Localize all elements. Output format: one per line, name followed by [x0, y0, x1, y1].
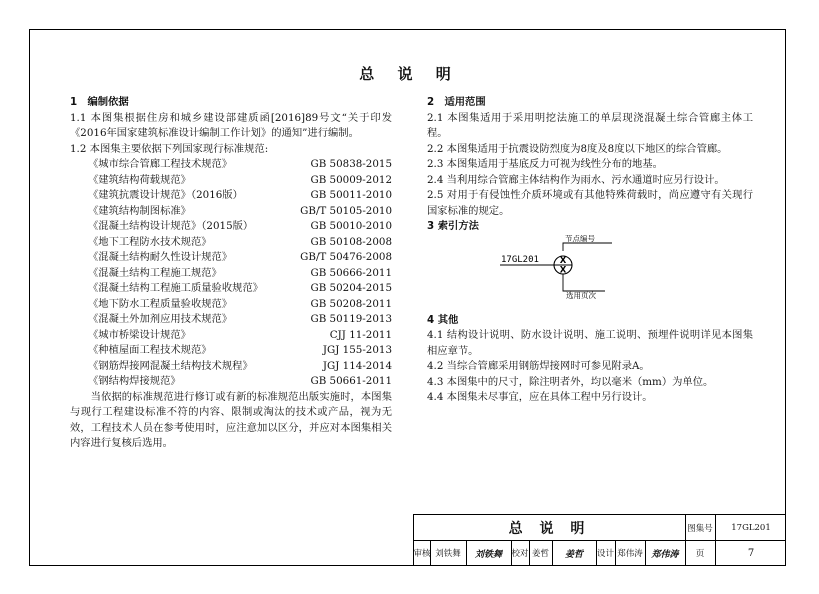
section3-heading: 3 索引方法: [427, 220, 479, 232]
section4-item: 4.1 结构设计说明、防水设计说明、施工说明、预埋件说明详见本图集相应章节。: [427, 329, 753, 357]
label-page: 选用页次: [566, 290, 596, 300]
section1-p1: 1.1 本图集根据住房和城乡建设部建质函[2016]89号文“关于印发《2016年国家建筑标准设计编制工作计划》的通知”进行编制。: [70, 111, 392, 139]
standard-code: GB/T 50105-2010: [300, 204, 392, 217]
standard-code: GB 50661-2011: [310, 375, 392, 387]
section2-item: 2.4 当利用综合管廊主体结构作为雨水、污水通道时应另行设计。: [427, 173, 725, 186]
tb-design-signature: 郑伟涛: [651, 549, 679, 560]
tb-atlas-no: 17GL201: [731, 522, 771, 533]
standard-name: 《种植屋面工程技术规范》: [88, 344, 212, 356]
standard-code: GB/T 50476-2008: [300, 251, 392, 263]
standard-code: GB 50108-2008: [310, 235, 392, 248]
tb-review-signature: 刘铁舞: [474, 549, 502, 560]
standard-row: [70, 343, 392, 359]
section2-list: [427, 111, 753, 220]
leader-node-line: [563, 243, 612, 251]
label-node: 节点编号: [565, 234, 595, 243]
leader-page-line: [563, 274, 605, 291]
section1-p3: 当依据的标准规范进行修订或有新的标准规范出版实施时，本图集与现行工程建设标准不符的内容、限制或淘汰的技术或产品，视为无效，工程技术人员在参考使用时，应注意加以区分，并应对本图集相关内容进行复核后选用。: [70, 390, 392, 449]
page-title: 总 说 明: [359, 65, 460, 83]
standard-row: [70, 266, 392, 282]
standard-name: 《城市综合管廊工程技术规范》: [88, 158, 233, 170]
tb-page-label: 页: [695, 549, 705, 559]
standard-row: [70, 328, 392, 344]
section2-item: 2.5 对用于有侵蚀性介质环境或有其他特殊荷载时，尚应遵守有关现行国家标准的规定。: [427, 189, 753, 217]
tb-atlas-label: 图集号: [687, 523, 713, 534]
standard-name: 《地下防水工程质量验收规范》: [88, 297, 233, 310]
standard-name: 《地下工程防水技术规范》: [88, 235, 212, 248]
standard-code: GB 50119-2013: [310, 313, 392, 325]
mark-top: X: [559, 255, 567, 266]
standard-row: [70, 235, 392, 251]
standard-name: 《混凝土结构设计规范》（2015版）: [88, 220, 254, 232]
tb-design-label: 设计: [596, 549, 614, 559]
standard-row: [70, 297, 392, 313]
tb-check-label: 校对: [511, 549, 529, 559]
index-code: 17GL201: [501, 254, 539, 265]
section2-item: 2.1 本图集适用于采用明挖法施工的单层现浇混凝土综合管廊主体工程。: [427, 111, 753, 139]
index-method-diagram: [427, 235, 753, 313]
section1-p2: 1.2 本图集主要依据下列国家现行标准规范:: [70, 142, 269, 155]
standard-code: GB 50204-2015: [310, 282, 392, 294]
standard-row: [70, 188, 392, 204]
tb-check-signature: 姜哲: [564, 549, 583, 560]
standard-code: GB 50009-2012: [310, 173, 392, 186]
section2-item: 2.2 本图集适用于抗震设防烈度为8度及8度以下地区的综合管廊。: [427, 142, 728, 155]
standard-name: 《混凝土外加剂应用技术规范》: [88, 313, 233, 325]
standard-name: 《混凝土结构工程施工质量验收规范》: [88, 282, 264, 294]
standard-name: 《混凝土结构工程施工规范》: [88, 266, 222, 279]
tb-review-label: 审核: [413, 549, 431, 559]
standard-name: 《钢结构焊接规范》: [88, 375, 181, 387]
mark-bottom: X: [559, 265, 567, 275]
standard-row: [70, 359, 392, 375]
section4-item: 4.3 本图集中的尺寸，除注明者外，均以毫米（mm）为单位。: [427, 375, 714, 388]
tb-review-name: 刘铁舞: [435, 549, 461, 559]
standard-row: [70, 281, 392, 297]
section4-item: 4.2 当综合管廊采用钢筋焊接网时可参见附录A。: [427, 360, 650, 372]
standard-row: [70, 173, 392, 189]
section2-heading: 2 适用范围: [427, 96, 486, 108]
standard-row: [70, 250, 392, 266]
standard-code: JGJ 114-2014: [322, 359, 392, 372]
standard-row: [70, 312, 392, 328]
standard-code: GB 50666-2011: [310, 266, 392, 279]
section4-heading: 4 其他: [427, 313, 459, 326]
standard-row: [70, 204, 392, 220]
index-symbol: [427, 235, 753, 313]
standard-name: 《钢筋焊接网混凝土结构技术规程》: [88, 359, 253, 372]
standards-list: [70, 157, 392, 390]
standard-code: JGJ 155-2013: [322, 344, 392, 356]
standard-row: [70, 219, 392, 235]
section4-item: 4.4 本图集未尽事宜，应在具体工程中另行设计。: [427, 391, 653, 403]
title-block: [413, 514, 786, 566]
standard-code: GB 50838-2015: [310, 158, 392, 170]
section1-heading: 1 编制依据: [70, 96, 129, 108]
tb-title: 总 说 明: [508, 520, 591, 537]
standard-code: CJJ 11-2011: [329, 328, 392, 341]
tb-design-name: 郑伟涛: [617, 549, 643, 559]
standard-name: 《建筑结构制图标准》: [88, 204, 191, 217]
tb-page-no: 7: [747, 547, 755, 559]
section2-item: 2.3 本图集适用于基底反力可视为线性分布的地基。: [427, 158, 663, 170]
standard-name: 《建筑结构荷载规范》: [88, 173, 191, 186]
tb-check-name: 姜哲: [531, 549, 549, 559]
standard-name: 《城市桥梁设计规范》: [88, 328, 191, 341]
standard-name: 《建筑抗震设计规范》（2016版）: [88, 189, 243, 201]
right-column: [427, 95, 753, 406]
standard-code: GB 50208-2011: [310, 297, 392, 310]
standard-code: GB 50011-2010: [310, 189, 392, 201]
standard-row: [70, 374, 392, 390]
section4-list: [427, 328, 753, 406]
standard-name: 《混凝土结构耐久性设计规范》: [88, 251, 233, 263]
standard-row: [70, 157, 392, 173]
left-column: [70, 95, 392, 452]
standard-code: GB 50010-2010: [310, 220, 392, 232]
